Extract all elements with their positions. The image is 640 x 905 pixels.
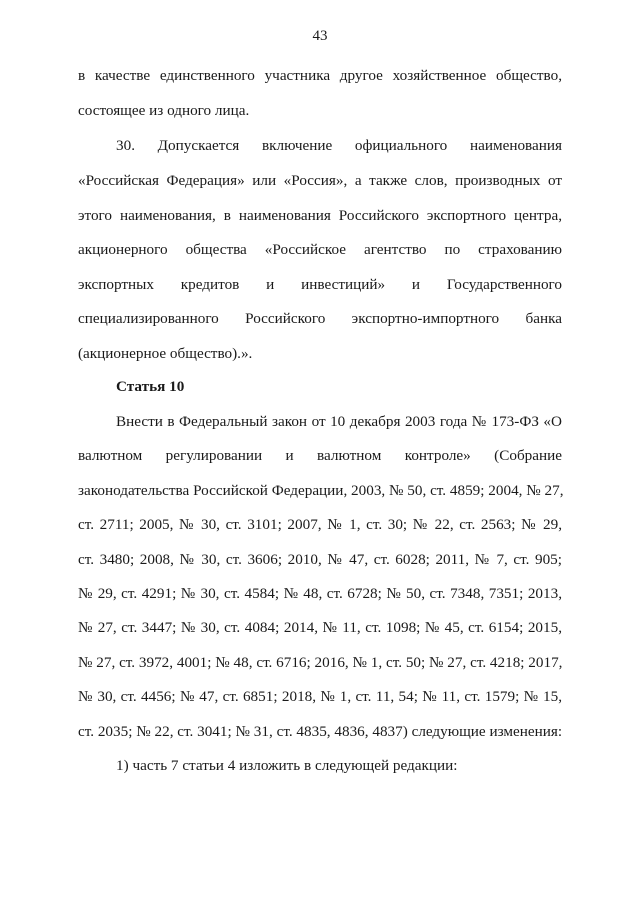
paragraph-30-first-line: 30. Допускается включение официального наименования [116, 137, 562, 154]
item-1-line: 1) часть 7 статьи 4 изложить в следующей редакции: [116, 757, 458, 774]
text-line: «Российская Федерация» или «Россия», а также слов, производных от [78, 172, 562, 189]
text-line: законодательства Российской Федерации, 2003, № 50, ст. 4859; 2004, № 27, [78, 482, 564, 499]
text-line: № 27, ст. 3447; № 30, ст. 4084; 2014, № 11, ст. 1098; № 45, ст. 6154; 2015, [78, 619, 562, 636]
text-line: в качестве единственного участника другое хозяйственное общество, [78, 67, 562, 84]
text-line: № 30, ст. 4456; № 47, ст. 6851; 2018, № 1, ст. 11, 54; № 11, ст. 1579; № 15, [78, 688, 562, 705]
text-line: акционерного общества «Российское агентство по страхованию [78, 241, 562, 258]
article-10-first-line: Внести в Федеральный закон от 10 декабря 2003 года № 173-ФЗ «О [116, 413, 562, 430]
page-number: 43 [312, 28, 328, 44]
text-line: ст. 2711; 2005, № 30, ст. 3101; 2007, № 1, ст. 30; № 22, ст. 2563; № 29, [78, 516, 562, 533]
text-line: состоящее из одного лица. [78, 102, 250, 119]
text-line: (акционерное общество).». [78, 345, 253, 362]
article-heading: Статья 10 [116, 378, 185, 395]
text-line: ст. 3480; 2008, № 30, ст. 3606; 2010, № 47, ст. 6028; 2011, № 7, ст. 905; [78, 551, 562, 568]
text-line: № 29, ст. 4291; № 30, ст. 4584; № 48, ст. 6728; № 50, ст. 7348, 7351; 2013, [78, 585, 562, 602]
text-line: № 27, ст. 3972, 4001; № 48, ст. 6716; 2016, № 1, ст. 50; № 27, ст. 4218; 2017, [78, 654, 563, 671]
text-line: этого наименования, в наименования Российского экспортного центра, [78, 207, 562, 224]
text-line: экспортных кредитов и инвестиций» и Государственного [78, 276, 562, 293]
text-line: ст. 2035; № 22, ст. 3041; № 31, ст. 4835, 4836, 4837) следующие изменения: [78, 723, 563, 740]
text-line: валютном регулировании и валютном контроле» (Собрание [78, 447, 562, 464]
text-line: специализированного Российского экспортно-импортного банка [78, 310, 562, 327]
